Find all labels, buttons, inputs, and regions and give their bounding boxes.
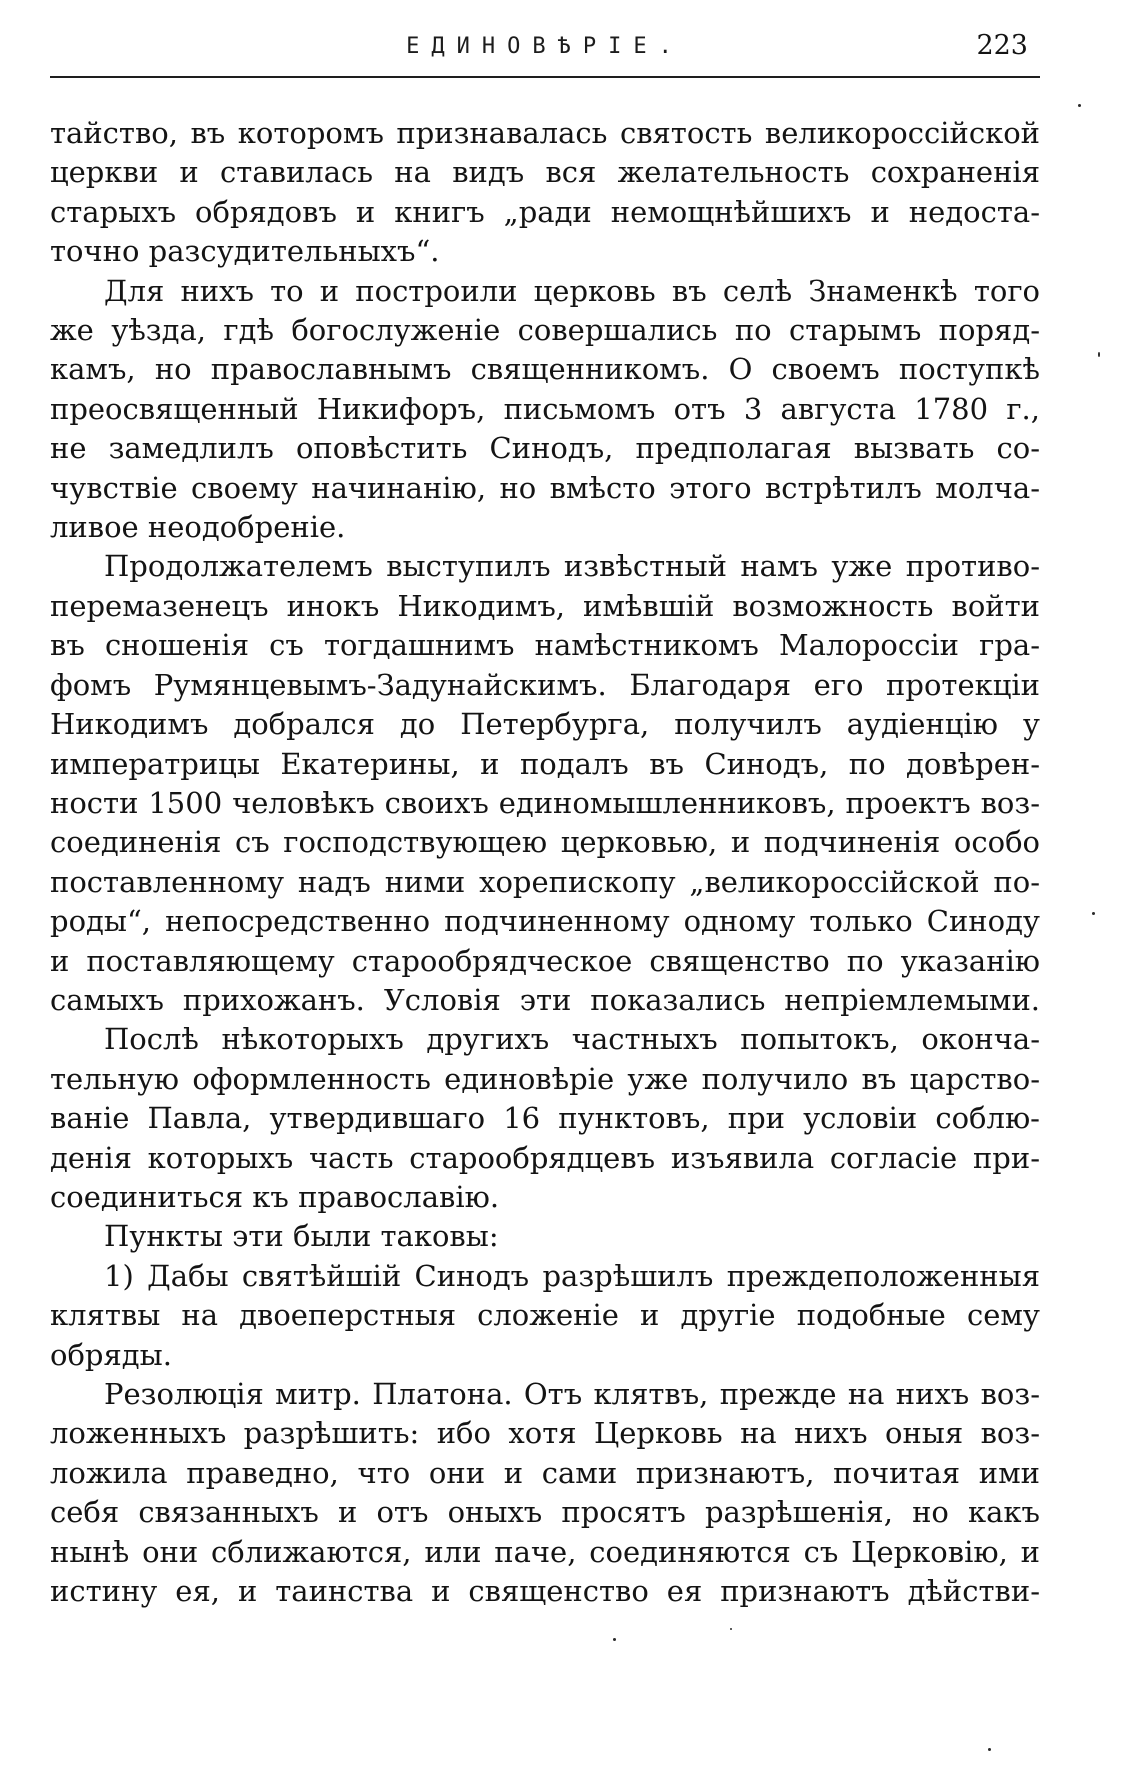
text-line: 1) Дабы святѣйшій Синодъ разрѣшилъ преждеположенныя <box>104 1258 1040 1293</box>
text-line: ложила праведно, что они и сами признаютъ, почитая ими <box>50 1455 1040 1490</box>
paragraph-1 <box>50 114 1040 272</box>
text-line: и поставляющему старообрядческое священство по указанію <box>50 943 1040 978</box>
text-line: церкви и ставилась на видъ вся желательность сохраненія <box>50 155 1040 190</box>
paragraph-4 <box>50 1020 1040 1217</box>
text-line: Послѣ нѣкоторыхъ другихъ частныхъ попытокъ, оконча- <box>104 1022 1040 1057</box>
text-line: ливое неодобреніе. <box>50 510 346 545</box>
text-line: чувствіе своему начинанію, но вмѣсто этого встрѣтилъ молча- <box>50 470 1040 505</box>
text-line: императрицы Екатерины, и подалъ въ Синодъ, по довѣрен- <box>50 746 1040 781</box>
paragraph-6 <box>50 1257 1040 1375</box>
text-line: соединенія съ господствующею церковью, и подчиненія особо <box>50 825 1040 860</box>
print-speck <box>1098 352 1100 357</box>
text-line: въ сношенія съ тогдашнимъ намѣстникомъ Малороссіи гра- <box>50 628 1040 663</box>
text-line: ложенныхъ разрѣшить: ибо хотя Церковь на нихъ оныя воз- <box>50 1416 1040 1451</box>
print-speck <box>1078 104 1081 107</box>
text-line: тайство, въ которомъ признавалась святость великороссійской <box>50 116 1040 150</box>
body-text <box>50 114 1040 1611</box>
text-line: Никодимъ добрался до Петербурга, получилъ аудіенцію у <box>50 707 1040 742</box>
text-line: роды“, непосредственно подчиненному одному только Синоду <box>50 904 1040 939</box>
text-line: истину ея, и таинства и священство ея признаютъ дѣйстви- <box>50 1574 1040 1609</box>
text-line: камъ, но православнымъ священникомъ. О своемъ поступкѣ <box>50 352 1040 387</box>
paragraph-7 <box>50 1375 1040 1611</box>
paragraph-3 <box>50 547 1040 1020</box>
text-line: себя связанныхъ и отъ оныхъ просятъ разрѣшенія, но какъ <box>50 1495 1040 1530</box>
text-line: старыхъ обрядовъ и книгъ „ради немощнѣйшихъ и недоста- <box>50 194 1040 229</box>
text-line: перемазенецъ инокъ Никодимъ, имѣвшій возможность войти <box>50 588 1040 623</box>
running-head <box>50 30 1040 84</box>
text-line: нынѣ они сближаются, или паче, соединяются съ Церковію, и <box>50 1534 1040 1569</box>
text-line: клятвы на двоеперстныя сложеніе и другіе подобные сему <box>50 1298 1040 1333</box>
page-number: 223 <box>976 30 1028 61</box>
paragraph-5 <box>50 1217 1040 1256</box>
text-line: обряды. <box>50 1337 172 1372</box>
text-line: тельную оформленность единовѣріе уже получило въ царство- <box>50 1061 1040 1096</box>
text-line: не замедлилъ оповѣстить Синодъ, предполагая вызвать со- <box>50 431 1040 466</box>
text-line: точно разсудительныхъ“. <box>50 234 440 269</box>
paragraph-2 <box>50 272 1040 548</box>
text-line: Для нихъ то и построили церковь въ селѣ Знаменкѣ того <box>104 273 1040 308</box>
text-line: же уѣзда, гдѣ богослуженіе совершались по старымъ поряд- <box>50 313 1040 348</box>
text-line: денія которыхъ часть старообрядцевъ изъявила согласіе при- <box>50 1140 1040 1175</box>
text-line: соединиться къ православію. <box>50 1179 500 1214</box>
print-speck <box>988 1748 991 1751</box>
text-line: Продолжателемъ выступилъ извѣстный намъ уже противо- <box>104 549 1040 584</box>
text-line: самыхъ прихожанъ. Условія эти показались непріемлемыми. <box>50 982 1040 1017</box>
print-speck <box>1092 912 1095 915</box>
text-line: ности 1500 человѣкъ своихъ единомышленниковъ, проектъ воз- <box>50 785 1040 820</box>
text-line: ваніе Павла, утвердившаго 16 пунктовъ, при условіи соблю- <box>50 1101 1040 1136</box>
print-speck <box>730 1628 732 1630</box>
header-rule <box>50 76 1040 78</box>
text-line: Резолюція митр. Платона. Отъ клятвъ, прежде на нихъ воз- <box>104 1377 1040 1411</box>
text-line: Пункты эти были таковы: <box>104 1219 499 1254</box>
print-speck <box>613 1638 616 1641</box>
text-line: фомъ Румянцевымъ-Задунайскимъ. Благодаря его протекціи <box>50 667 1040 702</box>
text-line: преосвященный Никифоръ, письмомъ отъ 3 августа 1780 г., <box>50 391 1040 426</box>
text-line: поставленному надъ ними хорепископу „великороссійской по- <box>50 864 1040 899</box>
running-head-title: ЕДИНОВѢРІЕ. <box>406 34 684 59</box>
